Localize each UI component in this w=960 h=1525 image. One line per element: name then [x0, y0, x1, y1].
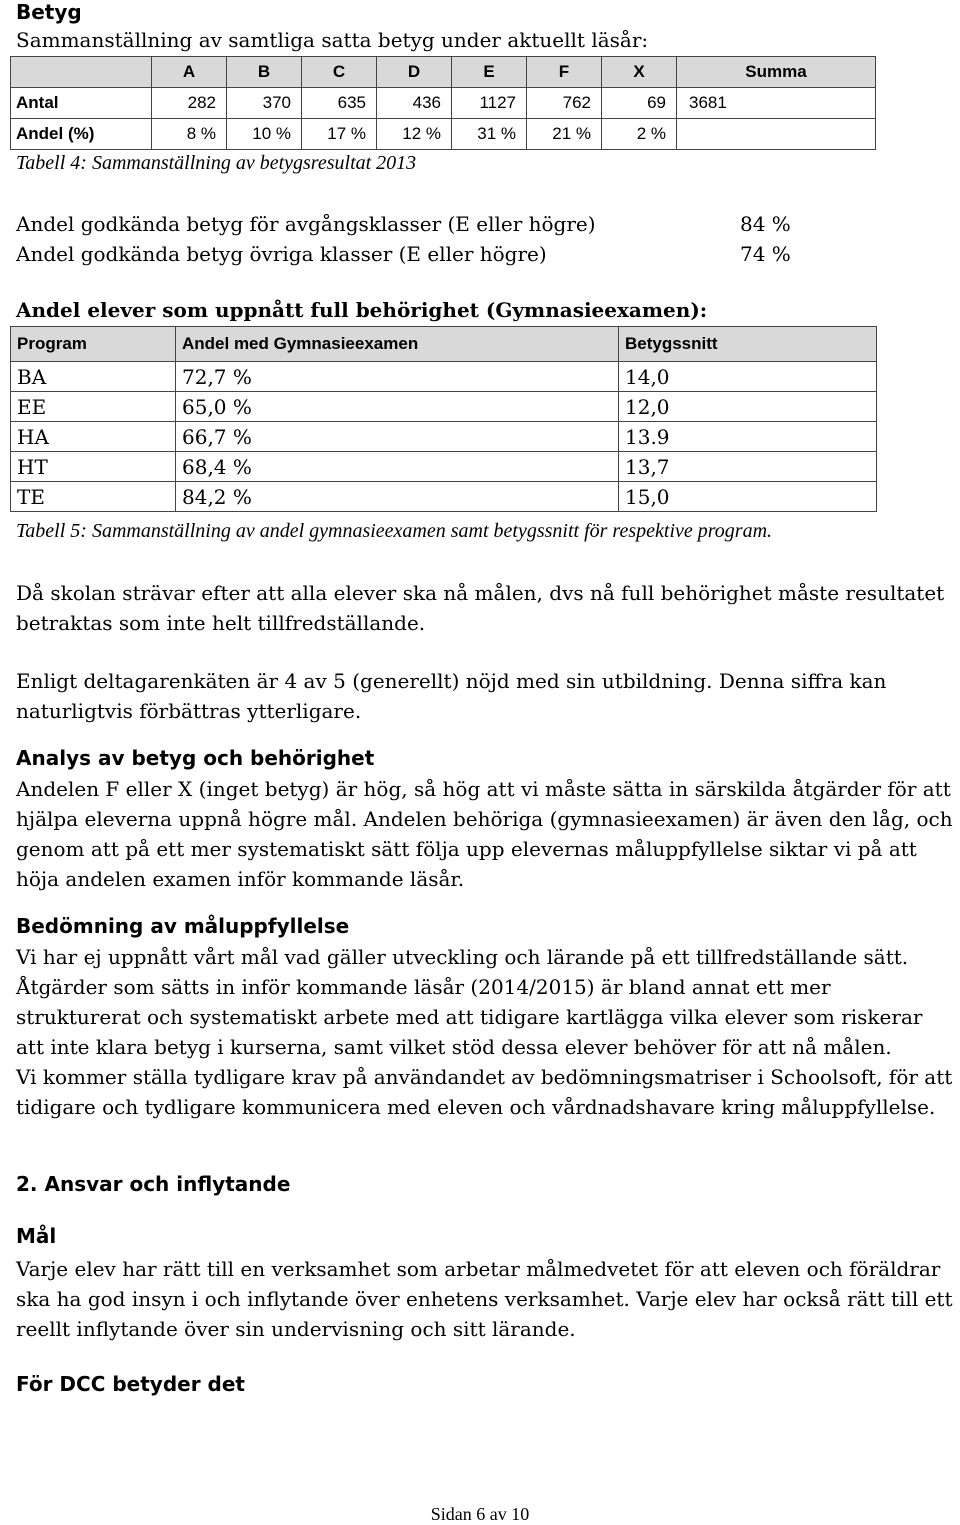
stat-avgangsklasser — [16, 212, 916, 236]
analys-text: Andelen F eller X (inget betyg) är hög, så hög att vi måste sätta in särskilda åtgärder för att hjälpa eleverna uppnå högre mål. Andelen behöriga (gymnasieexamen) är även den låg, och genom att på ett mer systematiskt sätt följa upp elevernas måluppfyllelse siktar vi på att höja andelen examen inför kommande läsår. — [16, 777, 953, 891]
grades-row-antal — [11, 88, 876, 119]
cell-value: 21 % — [527, 119, 602, 150]
cell-value: 762 — [527, 88, 602, 119]
stat-value: 74 % — [740, 242, 791, 266]
cell-value: 436 — [377, 88, 452, 119]
grades-header-empty — [11, 57, 152, 88]
grades-header-c: C — [302, 57, 377, 88]
header-andel: Andel med Gymnasieexamen — [176, 327, 619, 362]
cell-andel: 68,4 % — [176, 452, 619, 482]
cell-value: 635 — [302, 88, 377, 119]
program-row — [11, 422, 877, 452]
heading-betyg: Betyg — [16, 0, 82, 24]
grades-header-summa: Summa — [677, 57, 876, 88]
cell-value: 12 % — [377, 119, 452, 150]
cell-snitt: 13.9 — [619, 422, 877, 452]
caption-label: Tabell 5: — [16, 520, 87, 542]
cell-program: TE — [11, 482, 176, 512]
program-row — [11, 392, 877, 422]
cell-program: EE — [11, 392, 176, 422]
grades-header-d: D — [377, 57, 452, 88]
paragraph-behorighet: Då skolan strävar efter att alla elever ska nå målen, dvs nå full behörighet måste resultatet betraktas som inte helt tillfredställande. — [16, 581, 945, 635]
cell-andel: 66,7 % — [176, 422, 619, 452]
grades-table — [10, 56, 876, 150]
bedomning-text-1: Vi har ej uppnått vårt mål vad gäller utveckling och lärande på ett tillfredställande sätt. — [16, 945, 909, 969]
row-label: Antal — [11, 88, 152, 119]
cell-summa: 3681 — [677, 88, 876, 119]
grades-header-b: B — [227, 57, 302, 88]
program-row — [11, 362, 877, 392]
cell-value: 2 % — [602, 119, 677, 150]
cell-value: 8 % — [152, 119, 227, 150]
stat-value: 84 % — [740, 212, 791, 236]
program-row — [11, 482, 877, 512]
analys-heading: Analys av betyg och behörighet — [16, 746, 375, 770]
paragraph-enkat: Enligt deltagarenkäten är 4 av 5 (generellt) nöjd med sin utbildning. Denna siffra kan naturligtvis förbättras ytterligare. — [16, 669, 887, 723]
grades-table-header — [11, 57, 876, 88]
cell-value: 69 — [602, 88, 677, 119]
grades-row-andel — [11, 119, 876, 150]
cell-program: HT — [11, 452, 176, 482]
stat-ovriga-klasser — [16, 242, 916, 266]
table4-caption — [16, 152, 416, 175]
program-row — [11, 452, 877, 482]
cell-snitt: 13,7 — [619, 452, 877, 482]
subtitle: Sammanställning av samtliga satta betyg under aktuellt läsår: — [16, 28, 649, 52]
caption-text: Sammanställning av andel gymnasieexamen samt betygssnitt för respektive program. — [86, 520, 773, 542]
program-table-header — [11, 327, 877, 362]
grades-header-f: F — [527, 57, 602, 88]
row-label: Andel (%) — [11, 119, 152, 150]
cell-value: 282 — [152, 88, 227, 119]
header-program: Program — [11, 327, 176, 362]
behorighet-heading: Andel elever som uppnått full behörighet (Gymnasieexamen): — [16, 298, 708, 322]
stat-label: Andel godkända betyg för avgångsklasser (E eller högre) — [16, 212, 596, 236]
caption-label: Tabell 4: — [16, 152, 87, 174]
cell-value: 370 — [227, 88, 302, 119]
cell-value: 10 % — [227, 119, 302, 150]
cell-andel: 84,2 % — [176, 482, 619, 512]
cell-andel: 72,7 % — [176, 362, 619, 392]
program-table — [10, 326, 877, 512]
cell-value: 31 % — [452, 119, 527, 150]
bedomning-heading: Bedömning av måluppfyllelse — [16, 914, 350, 938]
caption-text: Sammanställning av betygsresultat 2013 — [86, 152, 417, 174]
bedomning-text-3: Vi kommer ställa tydligare krav på användandet av bedömningsmatriser i Schoolsoft, för att tidigare och tydligare kommunicera med eleven och vårdnadshavare kring måluppfyllelse. — [16, 1065, 953, 1119]
grades-header-x: X — [602, 57, 677, 88]
grades-header-e: E — [452, 57, 527, 88]
grades-header-a: A — [152, 57, 227, 88]
section-2-heading: 2. Ansvar och inflytande — [16, 1172, 291, 1196]
cell-snitt: 15,0 — [619, 482, 877, 512]
cell-program: HA — [11, 422, 176, 452]
cell-value: 1127 — [452, 88, 527, 119]
cell-value: 17 % — [302, 119, 377, 150]
cell-summa — [677, 119, 876, 150]
header-betygssnitt: Betygssnitt — [619, 327, 877, 362]
page-number: Sidan 6 av 10 — [430, 1504, 530, 1524]
table5-caption — [16, 520, 772, 543]
stat-label: Andel godkända betyg övriga klasser (E eller högre) — [16, 242, 547, 266]
mal-heading: Mål — [16, 1224, 57, 1248]
bedomning-text-2: Åtgärder som sätts in inför kommande läsår (2014/2015) är bland annat ett mer strukturerat och systematiskt arbete med att tidigare kartlägga vilka elever som riskerar att inte klara betyg i kurserna, samt vilket stöd dessa elever behöver för att nå målen. — [16, 975, 923, 1059]
cell-andel: 65,0 % — [176, 392, 619, 422]
dcc-heading: För DCC betyder det — [16, 1372, 245, 1396]
mal-text: Varje elev har rätt till en verksamhet som arbetar målmedvetet för att eleven och föräldrar ska ha god insyn i och inflytande över enhetens verksamhet. Varje elev har också rätt till ett reellt inflytande över sin undervisning och sitt lärande. — [16, 1257, 953, 1341]
cell-program: BA — [11, 362, 176, 392]
cell-snitt: 14,0 — [619, 362, 877, 392]
cell-snitt: 12,0 — [619, 392, 877, 422]
